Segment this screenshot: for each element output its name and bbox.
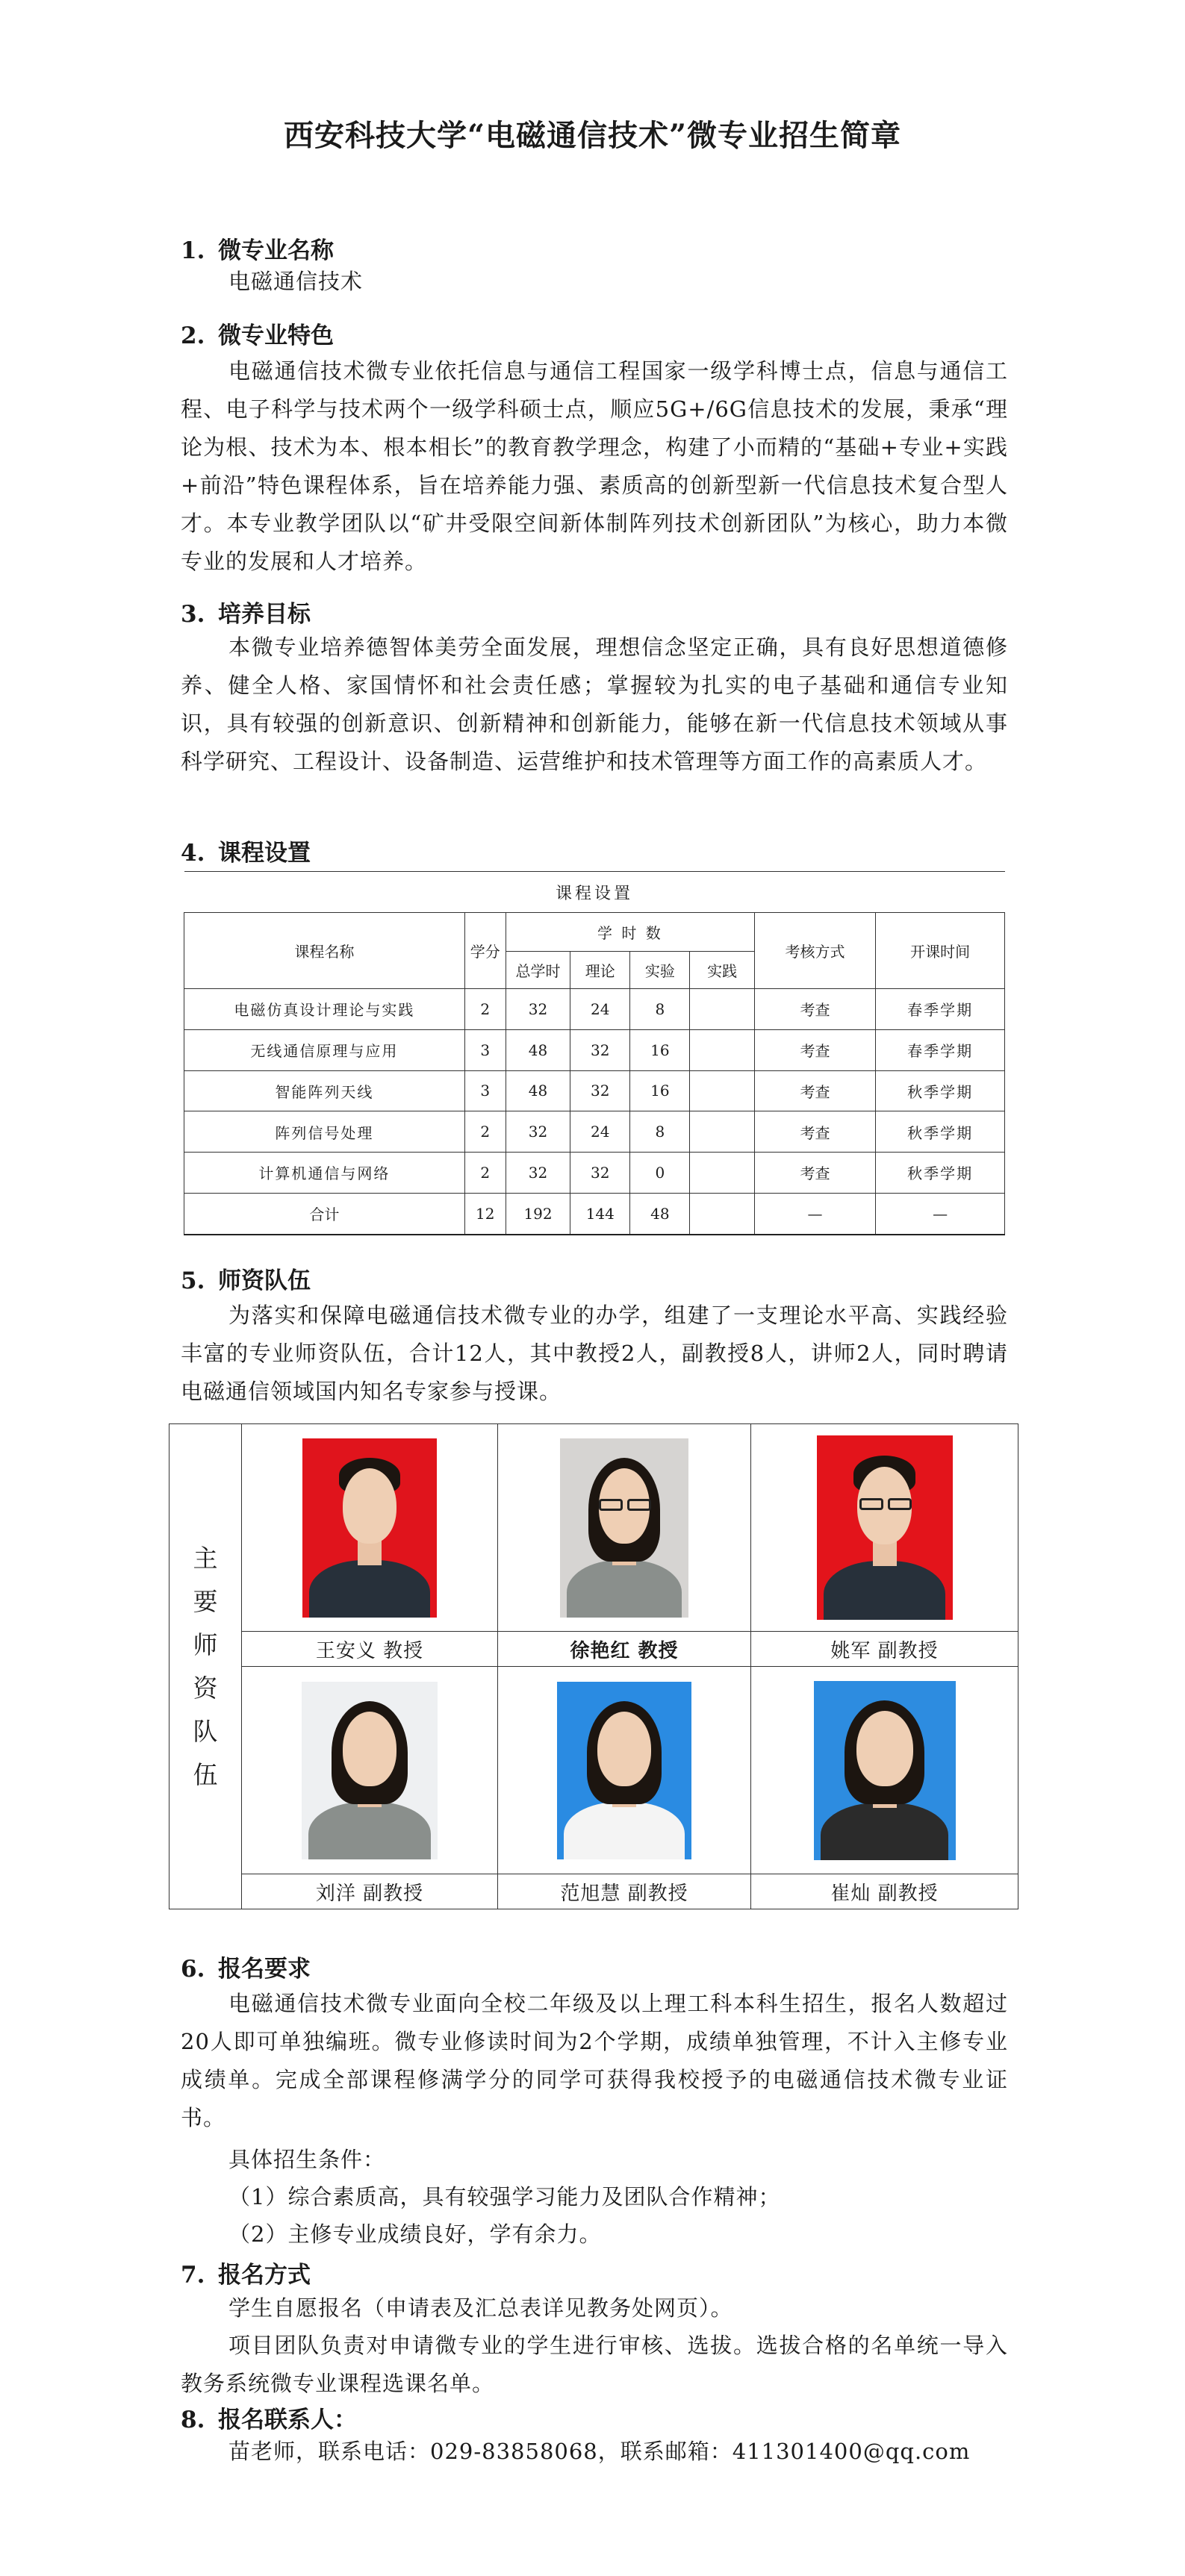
total-cell: 48 [506,1029,570,1070]
header-practice: 实践 [690,952,754,989]
credit-cell: 3 [464,1070,506,1111]
table-row [184,1111,1005,1153]
exam-cell: 考查 [754,1070,875,1111]
section-8-heading [181,2401,357,2434]
exam-cell: 考查 [754,1029,875,1070]
section-5-content: 为落实和保障电磁通信技术微专业的办学，组建了一支理论水平高、实践经验丰富的专业师资队伍，合计12人，其中教授2人，副教授8人，讲师2人，同时聘请电磁通信领域国内知名专家参与授课。 [181,1303,1008,1404]
header-hours: 学 时 数 [506,913,754,952]
section-7-content: 项目团队负责对申请微专业的学生进行审核、选拔。选拔合格的名单统一导入教务系统微专业课程选课名单。 [181,2333,1008,2396]
section-7-heading [181,2256,311,2289]
condition-item: （1）综合素质高，具有较强学习能力及团队合作精神； [228,2184,781,2209]
glasses-lens [859,1498,883,1510]
course-name: 智能阵列天线 [184,1070,465,1111]
label-char: 队 [193,1716,218,1746]
portrait-face [597,1712,651,1786]
header-theory: 理论 [570,952,630,989]
term-cell: 秋季学期 [876,1153,1005,1194]
theory-cell: 24 [570,989,630,1030]
section-title: 报名方式 [218,2262,311,2289]
section-title: 师资队伍 [218,1267,311,1294]
course-name: 计算机通信与网络 [184,1153,465,1194]
portrait-body [821,1803,948,1860]
portrait-body [564,1802,685,1859]
credit-cell: 2 [464,1111,506,1153]
label-char: 主 [193,1543,218,1573]
faculty-name: 姚军 副教授 [751,1632,1018,1667]
term-cell: 秋季学期 [876,1070,1005,1111]
experiment-cell: 16 [630,1029,690,1070]
credit-cell: 2 [464,1153,506,1194]
portrait-photo [814,1681,956,1860]
term-cell: 秋季学期 [876,1111,1005,1153]
section-2-content: 电磁通信技术微专业依托信息与通信工程国家一级学科博士点，信息与通信工程、电子科学与技术两个一级学科硕士点，顺应5G+/6G信息技术的发展，秉承“理论为根、技术为本、根本相长”的教育教学理念，构建了小而精的“基础+专业+实践+前沿”特色课程体系，旨在培养能力强、素质高的创新型新一代信息技术复合型人才。本专业教学团队以“矿井受限空间新体制阵列技术创新团队”为核心，助力本微专业的发展和人才培养。 [181,358,1008,574]
faculty-name: 王安义 教授 [242,1632,498,1667]
portrait-body [567,1560,682,1618]
section-title: 报名要求 [218,1956,311,1983]
label-char: 资 [193,1673,218,1703]
exam-cell: — [754,1193,875,1235]
faculty-name: 崔灿 副教授 [751,1874,1018,1909]
faculty-label [169,1424,242,1909]
header-term: 开课时间 [876,913,1005,989]
glasses-lens [627,1499,651,1511]
faculty-name: 徐艳红 教授 [497,1632,750,1667]
label-char: 伍 [193,1759,218,1789]
faculty-photo-cell [497,1424,750,1632]
portrait-face [343,1712,397,1786]
credit-cell: 12 [464,1193,506,1235]
section-2-heading [181,316,334,350]
course-name: 无线通信原理与应用 [184,1029,465,1070]
portrait-photo [557,1682,691,1859]
section-7-line: 学生自愿报名（申请表及汇总表详见教务处网页）。 [228,2295,733,2321]
theory-cell: 144 [570,1193,630,1235]
section-title: 微专业名称 [218,237,334,264]
theory-cell: 32 [570,1153,630,1194]
glasses-lens [599,1499,623,1511]
section-number: 6. [181,1956,205,1983]
term-cell: — [876,1193,1005,1235]
portrait-photo [560,1438,688,1618]
faculty-name: 范旭慧 副教授 [497,1874,750,1909]
section-number: 7. [181,2262,205,2289]
course-name: 阵列信号处理 [184,1111,465,1153]
term-cell: 春季学期 [876,1029,1005,1070]
portrait-photo [817,1435,953,1620]
portrait-face [856,1711,913,1786]
experiment-cell: 8 [630,989,690,1030]
total-cell: 32 [506,1111,570,1153]
table-row-total [184,1193,1005,1235]
experiment-cell: 0 [630,1153,690,1194]
table-row [184,1029,1005,1070]
section-title: 课程设置 [218,840,311,867]
portrait-body [824,1561,946,1620]
faculty-photo-cell [242,1424,498,1632]
portrait-photo [302,1438,437,1618]
course-name: 合计 [184,1193,465,1235]
credit-cell: 3 [464,1029,506,1070]
header-total-hours: 总学时 [506,952,570,989]
section-number: 5. [181,1267,205,1294]
table-row [184,989,1005,1030]
faculty-table [169,1423,1018,1909]
glasses-lens [888,1498,912,1510]
section-1-heading [181,231,334,265]
exam-cell: 考查 [754,1111,875,1153]
faculty-photo-cell [751,1667,1018,1874]
credit-cell: 2 [464,989,506,1030]
exam-cell: 考查 [754,989,875,1030]
section-title: 培养目标 [218,601,311,628]
practice-cell [690,1029,754,1070]
conditions-title: 具体招生条件： [228,2147,386,2172]
label-char: 师 [193,1630,218,1659]
header-credit: 学分 [464,913,506,989]
section-5-heading [181,1262,311,1295]
portrait-body [308,1802,431,1859]
portrait-photo [302,1682,438,1859]
term-cell: 春季学期 [876,989,1005,1030]
exam-cell: 考查 [754,1153,875,1194]
section-6-content: 电磁通信技术微专业面向全校二年级及以上理工科本科生招生，报名人数超过20人即可单独编班。微专业修读时间为2个学期，成绩单独管理，不计入主修专业成绩单。完成全部课程修满学分的同学可获得我校授予的电磁通信技术微专业证书。 [181,1991,1008,2130]
total-cell: 32 [506,989,570,1030]
label-char: 要 [193,1586,218,1616]
theory-cell: 32 [570,1070,630,1111]
table-row [184,1153,1005,1194]
course-table [184,871,1005,1235]
section-4-heading [181,834,311,867]
section-number: 1. [181,237,205,264]
practice-cell [690,1070,754,1111]
course-name: 电磁仿真设计理论与实践 [184,989,465,1030]
section-3-content: 本微专业培养德智体美劳全面发展，理想信念坚定正确，具有良好思想道德修养、健全人格、家国情怀和社会责任感；掌握较为扎实的电子基础和通信专业知识，具有较强的创新意识、创新精神和创新能力，能够在新一代信息技术领域从事科学研究、工程设计、设备制造、运营维护和技术管理等方面工作的高素质人才。 [181,634,1008,774]
faculty-photo-cell [751,1424,1018,1632]
table-caption: 课程设置 [184,872,1005,913]
section-number: 8. [181,2407,205,2433]
theory-cell: 24 [570,1111,630,1153]
faculty-photo-cell [497,1667,750,1874]
page-title: 西安科技大学“电磁通信技术”微专业招生简章 [283,118,901,153]
section-number: 4. [181,840,205,867]
header-experiment: 实验 [630,952,690,989]
section-title: 报名联系人： [218,2407,357,2433]
section-title: 微专业特色 [218,322,334,349]
section-1-content: 电磁通信技术 [228,269,364,294]
portrait-face [343,1468,396,1544]
condition-item: （2）主修专业成绩良好，学有余力。 [228,2221,602,2247]
faculty-photo-cell [242,1667,498,1874]
total-cell: 32 [506,1153,570,1194]
experiment-cell: 8 [630,1111,690,1153]
practice-cell [690,989,754,1030]
experiment-cell: 48 [630,1193,690,1235]
practice-cell [690,1153,754,1194]
header-exam: 考核方式 [754,913,875,989]
theory-cell: 32 [570,1029,630,1070]
contact-info: 苗老师，联系电话：029-83858068，联系邮箱：411301400@qq.com [228,2439,971,2464]
section-3-heading [181,595,311,629]
header-course-name: 课程名称 [184,913,465,989]
faculty-name: 刘洋 副教授 [242,1874,498,1909]
practice-cell [690,1111,754,1153]
total-cell: 48 [506,1070,570,1111]
practice-cell [690,1193,754,1235]
table-row [184,1070,1005,1111]
total-cell: 192 [506,1193,570,1235]
portrait-body [309,1560,430,1618]
section-number: 3. [181,601,205,628]
section-6-heading [181,1950,311,1983]
section-number: 2. [181,322,205,349]
experiment-cell: 16 [630,1070,690,1111]
